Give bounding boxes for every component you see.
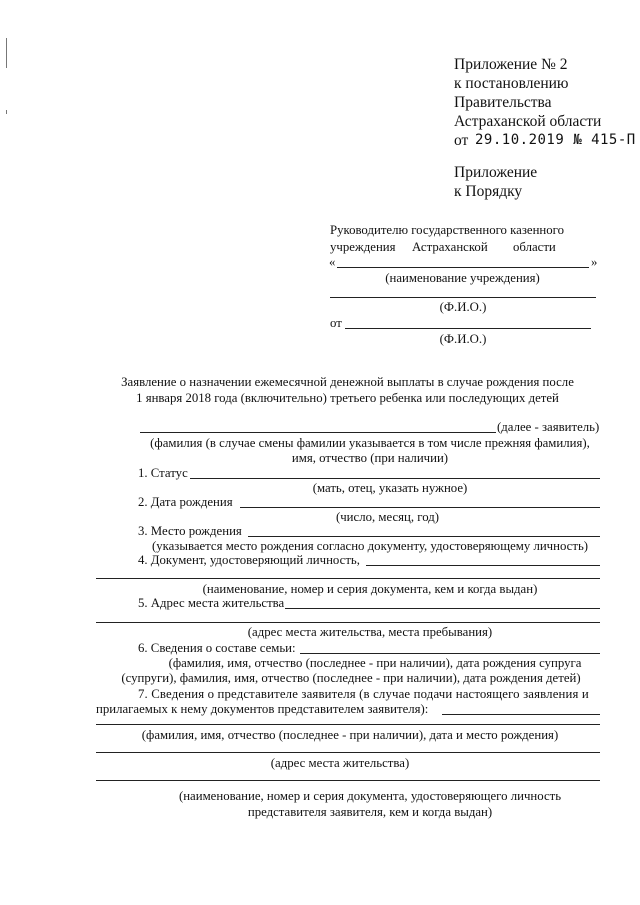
family-field-line (300, 653, 600, 654)
address-field-line-1 (285, 608, 600, 609)
id-document-field-line-1 (366, 565, 600, 566)
fio-field-line-1 (330, 297, 596, 298)
birth-place-field-line (248, 536, 600, 537)
address-caption: (адрес места жительства, места пребывания) (247, 625, 493, 639)
title-line-2: 1 января 2018 года (включительно) третьего ребенка или последующих детей (136, 391, 559, 405)
family-label: 6. Сведения о составе семьи: (138, 641, 296, 655)
family-caption-1: (фамилия, имя, отчество (последнее - при наличии), дата рождения супруга (168, 656, 582, 670)
birth-date-label: 2. Дата рождения (138, 495, 233, 509)
representative-caption-4: представителя заявителя, кем и когда выдан) (247, 805, 493, 819)
representative-field-line-1 (442, 714, 600, 715)
birth-date-caption: (число, месяц, год) (335, 510, 440, 524)
scan-margin-mark (6, 110, 7, 114)
address-label: 5. Адрес места жительства (138, 596, 285, 610)
id-document-field-line-2 (96, 578, 600, 579)
appendix-line-2: к постановлению (454, 75, 569, 92)
fio-field-line-2 (345, 328, 591, 329)
representative-field-line-2 (96, 724, 600, 725)
birth-date-field-line (240, 507, 600, 508)
applicant-caption-2: имя, отчество (при наличии) (291, 451, 449, 465)
status-field-line (190, 478, 600, 479)
fio-caption-1: (Ф.И.О.) (439, 300, 487, 314)
applicant-caption-1: (фамилия (в случае смены фамилии указывается в том числе прежняя фамилия), (150, 436, 590, 450)
representative-caption-3: (наименование, номер и серия документа, удостоверяющего личность (178, 789, 562, 803)
appendix-line-3: Правительства (454, 94, 552, 111)
applicant-field-line (140, 432, 496, 433)
addressee-line-1: Руководителю государственного казенного (330, 223, 564, 237)
scan-margin-mark (6, 38, 7, 68)
representative-field-line-3 (96, 752, 600, 753)
appendix-line-1: Приложение № 2 (454, 56, 568, 73)
representative-field-line-4 (96, 780, 600, 781)
institution-field-line (337, 267, 589, 268)
birth-place-caption: (указывается место рождения согласно документу, удостоверяющему личность) (151, 539, 589, 553)
addressee-line-2a: учреждения (330, 240, 396, 254)
addressee-line-2c: области (513, 240, 556, 254)
id-document-label: 4. Документ, удостоверяющий личность, (138, 553, 360, 567)
title-line-1: Заявление о назначении ежемесячной денежной выплаты в случае рождения после (121, 375, 574, 389)
status-label: 1. Статус (138, 466, 188, 480)
appendix-line-4: Астраханской области (454, 113, 602, 130)
institution-caption: (наименование учреждения) (385, 271, 540, 285)
status-caption: (мать, отец, указать нужное) (312, 481, 468, 495)
from-label: от (330, 316, 342, 330)
sub-appendix-line-1: Приложение (454, 164, 538, 181)
id-document-caption: (наименование, номер и серия документа, кем и когда выдан) (202, 582, 538, 596)
appendix-date-prefix: от (454, 132, 469, 149)
applicant-suffix: (далее - заявитель) (497, 420, 600, 434)
representative-line-2: прилагаемых к нему документов представителем заявителя): (96, 702, 429, 716)
representative-caption-2: (адрес места жительства) (270, 756, 410, 770)
quote-open: « (329, 255, 336, 269)
representative-line-1: 7. Сведения о представителе заявителя (в случае подачи настоящего заявления и (138, 687, 589, 701)
addressee-line-2b: Астраханской (412, 240, 488, 254)
address-field-line-2 (96, 622, 600, 623)
birth-place-label: 3. Место рождения (138, 524, 242, 538)
representative-caption-1: (фамилия, имя, отчество (последнее - при наличии), дата и место рождения) (141, 728, 559, 742)
family-caption-2: (супруги), фамилия, имя, отчество (последнее - при наличии), дата рождения детей) (121, 671, 581, 685)
appendix-date-value: 29.10.2019 № 415-П (475, 132, 636, 148)
quote-close: » (591, 255, 598, 269)
fio-caption-2: (Ф.И.О.) (439, 332, 487, 346)
sub-appendix-line-2: к Порядку (454, 183, 523, 200)
